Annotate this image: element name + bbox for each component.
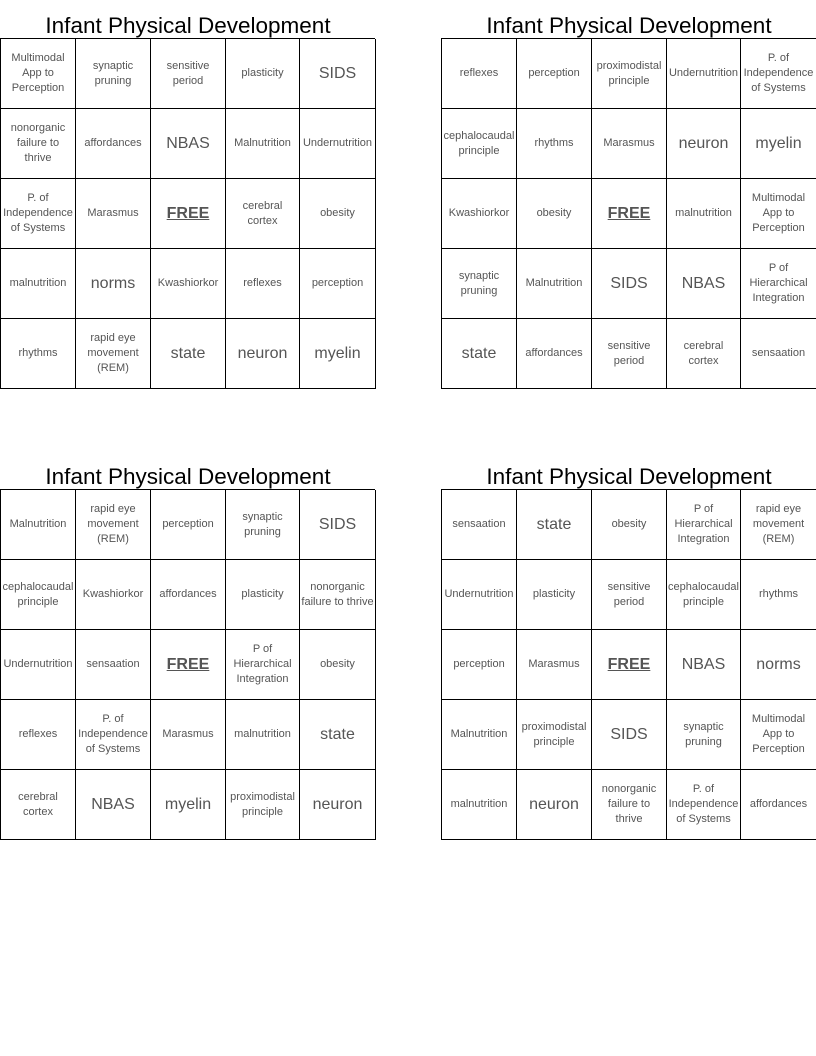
bingo-cell: NBAS <box>76 770 151 840</box>
bingo-cell: norms <box>76 249 151 319</box>
bingo-cell: P. of Independence of Systems <box>76 700 151 770</box>
free-space-cell: FREE <box>151 179 226 249</box>
bingo-cell: state <box>442 319 517 389</box>
bingo-cell: perception <box>300 249 376 319</box>
bingo-cell: obesity <box>300 630 376 700</box>
bingo-cell: Malnutrition <box>442 700 517 770</box>
bingo-cell: cephalocaudal principle <box>1 560 76 630</box>
bingo-cell: P of Hierarchical Integration <box>226 630 300 700</box>
bingo-cell: proximodistal principle <box>226 770 300 840</box>
card-title: Infant Physical Development <box>45 13 331 38</box>
bingo-cell: perception <box>517 39 592 109</box>
bingo-cell: obesity <box>517 179 592 249</box>
free-space-cell: FREE <box>151 630 226 700</box>
bingo-cell: neuron <box>517 770 592 840</box>
bingo-cell: SIDS <box>592 249 667 319</box>
bingo-cell: Undernutrition <box>667 39 741 109</box>
bingo-cell: affordances <box>741 770 816 840</box>
bingo-cell: Undernutrition <box>442 560 517 630</box>
bingo-cell: sensaation <box>76 630 151 700</box>
bingo-cell: norms <box>741 630 816 700</box>
bingo-cell: NBAS <box>667 249 741 319</box>
bingo-card-2 <box>441 0 816 389</box>
bingo-cell: P of Hierarchical Integration <box>741 249 816 319</box>
bingo-cell: proximodistal principle <box>592 39 667 109</box>
bingo-cell: state <box>517 490 592 560</box>
bingo-cell: Marasmus <box>517 630 592 700</box>
bingo-cell: sensaation <box>741 319 816 389</box>
bingo-cell: nonorganic failure to thrive <box>592 770 667 840</box>
bingo-cell: Undernutrition <box>300 109 376 179</box>
bingo-cell: rhythms <box>517 109 592 179</box>
bingo-cell: P. of Independence of Systems <box>1 179 76 249</box>
bingo-cell: Undernutrition <box>1 630 76 700</box>
bingo-cell: plasticity <box>517 560 592 630</box>
bingo-cell: Marasmus <box>592 109 667 179</box>
bingo-cell: rapid eye movement (REM) <box>76 319 151 389</box>
bingo-cell: perception <box>442 630 517 700</box>
bingo-cell: Malnutrition <box>517 249 592 319</box>
bingo-cell: affordances <box>76 109 151 179</box>
bingo-cell: nonorganic failure to thrive <box>300 560 376 630</box>
bingo-cell: rapid eye movement (REM) <box>741 490 816 560</box>
bingo-cell: Kwashiorkor <box>76 560 151 630</box>
bingo-cell: Kwashiorkor <box>442 179 517 249</box>
bingo-cell: malnutrition <box>226 700 300 770</box>
bingo-cell: sensitive period <box>151 39 226 109</box>
bingo-cell: SIDS <box>300 490 376 560</box>
bingo-cell: synaptic pruning <box>76 39 151 109</box>
bingo-card-1 <box>0 0 376 389</box>
bingo-cell: myelin <box>151 770 226 840</box>
bingo-cell: proximodistal principle <box>517 700 592 770</box>
bingo-card-3 <box>0 451 376 840</box>
bingo-cell: reflexes <box>1 700 76 770</box>
bingo-cell: Multimodal App to Perception <box>1 39 76 109</box>
bingo-cell: NBAS <box>667 630 741 700</box>
bingo-cell: Marasmus <box>151 700 226 770</box>
bingo-cell: P. of Independence of Systems <box>667 770 741 840</box>
bingo-cell: synaptic pruning <box>226 490 300 560</box>
bingo-cell: Kwashiorkor <box>151 249 226 319</box>
bingo-cell: cerebral cortex <box>667 319 741 389</box>
bingo-cell: cephalocaudal principle <box>442 109 517 179</box>
bingo-cell: state <box>300 700 376 770</box>
bingo-cell: cerebral cortex <box>226 179 300 249</box>
bingo-cell: sensitive period <box>592 560 667 630</box>
bingo-cell: NBAS <box>151 109 226 179</box>
bingo-cell: synaptic pruning <box>442 249 517 319</box>
bingo-cell: reflexes <box>442 39 517 109</box>
bingo-cell: plasticity <box>226 39 300 109</box>
bingo-cell: neuron <box>667 109 741 179</box>
bingo-cell: rhythms <box>741 560 816 630</box>
bingo-cell: affordances <box>151 560 226 630</box>
bingo-cell: Malnutrition <box>1 490 76 560</box>
bingo-cell: malnutrition <box>442 770 517 840</box>
bingo-cell: obesity <box>300 179 376 249</box>
bingo-cell: myelin <box>741 109 816 179</box>
bingo-cell: malnutrition <box>1 249 76 319</box>
bingo-cell: cerebral cortex <box>1 770 76 840</box>
bingo-cell: P of Hierarchical Integration <box>667 490 741 560</box>
free-space-cell: FREE <box>592 179 667 249</box>
bingo-cell: neuron <box>300 770 376 840</box>
bingo-cell: rapid eye movement (REM) <box>76 490 151 560</box>
bingo-cell: nonorganic failure to thrive <box>1 109 76 179</box>
bingo-cell: sensaation <box>442 490 517 560</box>
bingo-cell: SIDS <box>300 39 376 109</box>
bingo-grid <box>441 489 816 840</box>
bingo-cell: SIDS <box>592 700 667 770</box>
bingo-cell: perception <box>151 490 226 560</box>
bingo-grid <box>441 38 816 389</box>
bingo-cell: cephalocaudal principle <box>667 560 741 630</box>
bingo-cell: sensitive period <box>592 319 667 389</box>
free-space-cell: FREE <box>592 630 667 700</box>
bingo-grid <box>0 489 375 840</box>
bingo-cell: plasticity <box>226 560 300 630</box>
bingo-cell: P. of Independence of Systems <box>741 39 816 109</box>
bingo-cell: synaptic pruning <box>667 700 741 770</box>
bingo-cell: reflexes <box>226 249 300 319</box>
bingo-cell: neuron <box>226 319 300 389</box>
bingo-cell: affordances <box>517 319 592 389</box>
bingo-grid <box>0 38 375 389</box>
bingo-card-4 <box>441 451 816 840</box>
bingo-cell: obesity <box>592 490 667 560</box>
bingo-cell: Multimodal App to Perception <box>741 179 816 249</box>
bingo-cell: Malnutrition <box>226 109 300 179</box>
card-title: Infant Physical Development <box>486 464 772 489</box>
bingo-cell: malnutrition <box>667 179 741 249</box>
card-title: Infant Physical Development <box>45 464 331 489</box>
bingo-cell: Marasmus <box>76 179 151 249</box>
card-title: Infant Physical Development <box>486 13 772 38</box>
bingo-cell: Multimodal App to Perception <box>741 700 816 770</box>
bingo-cell: state <box>151 319 226 389</box>
bingo-cell: myelin <box>300 319 376 389</box>
bingo-cell: rhythms <box>1 319 76 389</box>
